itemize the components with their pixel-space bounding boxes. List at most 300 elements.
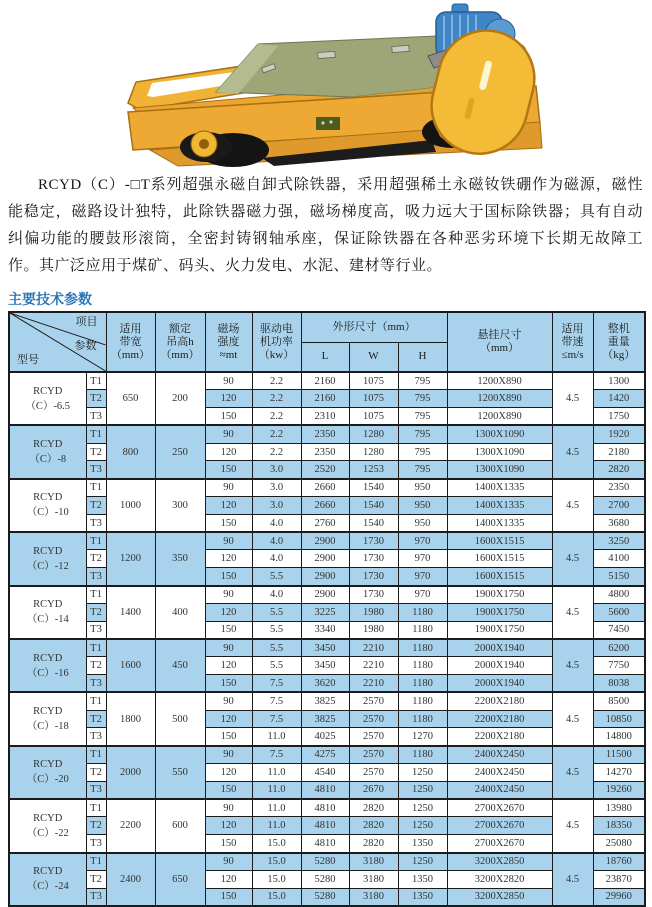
dim-w-value: 1980 [349,621,398,639]
variant-label: T2 [86,603,106,621]
dim-w-value: 1075 [349,408,398,426]
motor-power-value: 2.2 [252,425,301,443]
magnetic-separator-illustration [0,0,652,168]
variant-label: T3 [86,835,106,853]
weight-value: 2820 [593,461,645,479]
weight-value: 7450 [593,621,645,639]
motor-power-value: 11.0 [252,817,301,835]
variant-label: T3 [86,408,106,426]
dim-l-value: 2660 [301,497,349,515]
dim-h-value: 1180 [398,621,447,639]
dim-w-value: 3180 [349,888,398,906]
motor-power-value: 5.5 [252,621,301,639]
table-row [9,425,645,443]
field-strength-value: 90 [205,799,252,817]
motor-power-value: 11.0 [252,781,301,799]
corner-label-param: 参数 [74,340,97,352]
dim-l-value: 3450 [301,639,349,657]
variant-label: T2 [86,817,106,835]
suspension-value: 3200X2850 [447,853,552,871]
dim-w-value: 2570 [349,728,398,746]
dim-w-value: 1730 [349,568,398,586]
variant-label: T2 [86,443,106,461]
dim-l-value: 5280 [301,888,349,906]
model-name: RCYD （C）-12 [9,532,86,585]
dim-w-value: 3180 [349,870,398,888]
field-strength-value: 150 [205,408,252,426]
model-name: RCYD （C）-8 [9,425,86,478]
variant-label: T1 [86,532,106,550]
table-header [9,312,645,372]
weight-value: 13980 [593,799,645,817]
dim-l-value: 4275 [301,746,349,764]
belt-speed-value: 4.5 [552,586,593,639]
variant-label: T1 [86,746,106,764]
variant-label: T2 [86,710,106,728]
motor-power-value: 5.5 [252,657,301,675]
table-row [9,586,645,604]
dim-l-value: 2160 [301,390,349,408]
dim-l-value: 2900 [301,550,349,568]
table-row [9,835,645,853]
weight-value: 2180 [593,443,645,461]
dim-h-value: 1180 [398,639,447,657]
dim-w-value: 2210 [349,639,398,657]
field-strength-value: 120 [205,870,252,888]
bandwidth-value: 1600 [106,639,155,692]
suspension-value: 2700X2670 [447,817,552,835]
table-row [9,728,645,746]
weight-value: 25080 [593,835,645,853]
table-row [9,781,645,799]
dim-w-value: 2570 [349,692,398,710]
motor-power-value: 11.0 [252,764,301,782]
motor-power-value: 3.0 [252,497,301,515]
weight-value: 23870 [593,870,645,888]
table-row [9,853,645,871]
variant-label: T3 [86,621,106,639]
field-strength-value: 120 [205,497,252,515]
header-belt-speed: 适用 带速 ≤m/s [552,312,593,372]
dim-w-value: 1075 [349,390,398,408]
dim-h-value: 795 [398,390,447,408]
dim-w-value: 1540 [349,514,398,532]
dim-l-value: 2900 [301,586,349,604]
dim-w-value: 2570 [349,710,398,728]
motor-power-value: 11.0 [252,799,301,817]
table-row [9,621,645,639]
weight-value: 2700 [593,497,645,515]
weight-value: 14800 [593,728,645,746]
dim-w-value: 3180 [349,853,398,871]
dim-w-value: 2570 [349,746,398,764]
variant-label: T3 [86,675,106,693]
table-row [9,550,645,568]
dim-l-value: 4810 [301,799,349,817]
motor-power-value: 5.5 [252,639,301,657]
variant-label: T1 [86,799,106,817]
dim-h-value: 1180 [398,603,447,621]
suspension-value: 2400X2450 [447,764,552,782]
weight-value: 8500 [593,692,645,710]
rated-height-value: 450 [155,639,205,692]
rated-height-value: 500 [155,692,205,745]
motor-power-value: 11.0 [252,728,301,746]
suspension-value: 2000X1940 [447,657,552,675]
dim-h-value: 795 [398,443,447,461]
header-dim-H: H [398,342,447,372]
table-row [9,390,645,408]
field-strength-value: 150 [205,514,252,532]
motor-power-value: 7.5 [252,692,301,710]
table-row [9,372,645,390]
dim-l-value: 2310 [301,408,349,426]
dim-h-value: 1250 [398,817,447,835]
dim-l-value: 3225 [301,603,349,621]
dim-h-value: 1250 [398,764,447,782]
belt-speed-value: 4.5 [552,425,593,478]
table-row [9,817,645,835]
table-row [9,888,645,906]
table-row [9,746,645,764]
dim-h-value: 970 [398,568,447,586]
suspension-value: 1600X1515 [447,550,552,568]
table-row [9,461,645,479]
suspension-value: 1200X890 [447,408,552,426]
motor-power-value: 4.0 [252,514,301,532]
suspension-value: 1400X1335 [447,514,552,532]
belt-speed-value: 4.5 [552,799,593,852]
header-motor-power: 驱动电 机功率 （kw） [252,312,301,372]
table-row [9,532,645,550]
dim-l-value: 4025 [301,728,349,746]
header-field-strength: 磁场 强度 ≈mt [205,312,252,372]
suspension-value: 2400X2450 [447,746,552,764]
motor-power-value: 7.5 [252,746,301,764]
dim-l-value: 3825 [301,692,349,710]
dim-h-value: 970 [398,532,447,550]
dim-l-value: 2350 [301,425,349,443]
motor-power-value: 2.2 [252,390,301,408]
table-row [9,443,645,461]
dim-h-value: 1180 [398,746,447,764]
suspension-value: 2400X2450 [447,781,552,799]
motor-power-value: 5.5 [252,603,301,621]
field-strength-value: 150 [205,835,252,853]
header-dimensions-group: 外形尺寸（mm） [301,312,447,342]
motor-power-value: 15.0 [252,870,301,888]
dim-l-value: 3825 [301,710,349,728]
model-name: RCYD （C）-14 [9,586,86,639]
dim-w-value: 1540 [349,479,398,497]
rated-height-value: 350 [155,532,205,585]
bandwidth-value: 800 [106,425,155,478]
table-row [9,497,645,515]
dim-h-value: 1350 [398,870,447,888]
belt-speed-value: 4.5 [552,853,593,906]
variant-label: T3 [86,514,106,532]
dim-l-value: 4810 [301,835,349,853]
dim-w-value: 1730 [349,532,398,550]
variant-label: T2 [86,657,106,675]
field-strength-value: 90 [205,532,252,550]
suspension-value: 3200X2850 [447,888,552,906]
field-strength-value: 90 [205,586,252,604]
dim-l-value: 4540 [301,764,349,782]
dim-h-value: 795 [398,461,447,479]
dim-h-value: 1250 [398,853,447,871]
motor-power-value: 4.0 [252,586,301,604]
dim-h-value: 1180 [398,675,447,693]
belt-speed-value: 4.5 [552,692,593,745]
weight-value: 1420 [593,390,645,408]
spec-table-container [0,311,652,907]
suspension-value: 1600X1515 [447,532,552,550]
model-name: RCYD （C）-24 [9,853,86,906]
bandwidth-value: 2200 [106,799,155,852]
dim-w-value: 1253 [349,461,398,479]
suspension-value: 1900X1750 [447,586,552,604]
weight-value: 11500 [593,746,645,764]
variant-label: T1 [86,692,106,710]
field-strength-value: 90 [205,479,252,497]
variant-label: T1 [86,372,106,390]
field-strength-value: 90 [205,372,252,390]
motor-power-value: 3.0 [252,461,301,479]
spec-table [8,311,646,907]
field-strength-value: 120 [205,390,252,408]
suspension-value: 2700X2670 [447,835,552,853]
bandwidth-value: 1800 [106,692,155,745]
motor-power-value: 3.0 [252,479,301,497]
rated-height-value: 550 [155,746,205,799]
variant-label: T2 [86,870,106,888]
dim-h-value: 950 [398,479,447,497]
table-row [9,657,645,675]
section-title: 主要技术参数 [8,291,92,307]
weight-value: 18350 [593,817,645,835]
corner-label-item: 项目 [75,316,98,328]
variant-label: T2 [86,390,106,408]
nameplate [316,117,340,130]
suspension-value: 1900X1750 [447,621,552,639]
suspension-value: 2700X2670 [447,799,552,817]
model-name: RCYD （C）-10 [9,479,86,532]
dim-l-value: 3450 [301,657,349,675]
model-name: RCYD （C）-20 [9,746,86,799]
dim-h-value: 950 [398,497,447,515]
bandwidth-value: 2400 [106,853,155,906]
motor-power-value: 15.0 [252,835,301,853]
dim-l-value: 2520 [301,461,349,479]
field-strength-value: 150 [205,461,252,479]
corner-header [9,312,106,372]
table-row [9,675,645,693]
table-row [9,603,645,621]
weight-value: 3680 [593,514,645,532]
dim-h-value: 1250 [398,781,447,799]
suspension-value: 1300X1090 [447,443,552,461]
dim-w-value: 2570 [349,764,398,782]
bandwidth-value: 650 [106,372,155,425]
bandwidth-value: 1400 [106,586,155,639]
variant-label: T3 [86,888,106,906]
motor-power-value: 7.5 [252,710,301,728]
dim-h-value: 795 [398,372,447,390]
dim-h-value: 970 [398,586,447,604]
variant-label: T1 [86,425,106,443]
weight-value: 6200 [593,639,645,657]
dim-w-value: 1540 [349,497,398,515]
motor-power-value: 15.0 [252,853,301,871]
weight-value: 29960 [593,888,645,906]
product-photo [0,0,652,168]
suspension-value: 1200X890 [447,372,552,390]
table-row [9,710,645,728]
dim-w-value: 1730 [349,586,398,604]
weight-value: 8038 [593,675,645,693]
dim-l-value: 2350 [301,443,349,461]
field-strength-value: 150 [205,621,252,639]
dim-l-value: 2900 [301,568,349,586]
belt-speed-value: 4.5 [552,532,593,585]
model-name: RCYD （C）-22 [9,799,86,852]
variant-label: T3 [86,568,106,586]
suspension-value: 1400X1335 [447,479,552,497]
model-name: RCYD （C）-16 [9,639,86,692]
variant-label: T3 [86,461,106,479]
dim-l-value: 2660 [301,479,349,497]
motor-power-value: 4.0 [252,532,301,550]
dim-h-value: 1350 [398,888,447,906]
header-rated-height: 额定 吊高h （mm） [155,312,205,372]
dim-h-value: 795 [398,408,447,426]
dim-h-value: 1270 [398,728,447,746]
dim-l-value: 4810 [301,817,349,835]
table-row [9,568,645,586]
dim-h-value: 1180 [398,710,447,728]
field-strength-value: 120 [205,603,252,621]
weight-value: 2350 [593,479,645,497]
weight-value: 1300 [593,372,645,390]
motor-power-value: 5.5 [252,568,301,586]
table-row [9,692,645,710]
field-strength-value: 90 [205,692,252,710]
field-strength-value: 120 [205,817,252,835]
dim-w-value: 2820 [349,817,398,835]
field-strength-value: 150 [205,781,252,799]
dim-w-value: 1280 [349,425,398,443]
suspension-value: 1900X1750 [447,603,552,621]
rated-height-value: 600 [155,799,205,852]
field-strength-value: 150 [205,675,252,693]
belt-speed-value: 4.5 [552,746,593,799]
dim-w-value: 1280 [349,443,398,461]
field-strength-value: 120 [205,550,252,568]
belt-speed-value: 4.5 [552,639,593,692]
variant-label: T1 [86,586,106,604]
field-strength-value: 150 [205,728,252,746]
dim-l-value: 5280 [301,853,349,871]
suspension-value: 1300X1090 [447,425,552,443]
variant-label: T1 [86,479,106,497]
header-dim-W: W [349,342,398,372]
dim-h-value: 1250 [398,799,447,817]
dim-w-value: 1075 [349,372,398,390]
motor-power-value: 4.0 [252,550,301,568]
weight-value: 7750 [593,657,645,675]
motor-power-value: 7.5 [252,675,301,693]
dim-w-value: 2210 [349,657,398,675]
suspension-value: 1400X1335 [447,497,552,515]
header-bandwidth: 适用 带宽 （mm） [106,312,155,372]
dim-l-value: 3340 [301,621,349,639]
variant-label: T1 [86,639,106,657]
rated-height-value: 650 [155,853,205,906]
dim-h-value: 950 [398,514,447,532]
table-row [9,408,645,426]
table-row [9,639,645,657]
dim-h-value: 1180 [398,657,447,675]
dim-h-value: 1180 [398,692,447,710]
field-strength-value: 150 [205,568,252,586]
suspension-value: 2200X2180 [447,710,552,728]
model-name: RCYD （C）-6.5 [9,372,86,425]
field-strength-value: 120 [205,764,252,782]
weight-value: 5150 [593,568,645,586]
header-weight: 整机 重量 （kg） [593,312,645,372]
dim-h-value: 1350 [398,835,447,853]
belt-speed-value: 4.5 [552,372,593,425]
table-row [9,514,645,532]
weight-value: 1750 [593,408,645,426]
weight-value: 10850 [593,710,645,728]
motor-power-value: 2.2 [252,408,301,426]
model-name: RCYD （C）-18 [9,692,86,745]
field-strength-value: 120 [205,710,252,728]
field-strength-value: 90 [205,425,252,443]
variant-label: T2 [86,497,106,515]
variant-label: T2 [86,550,106,568]
field-strength-value: 90 [205,639,252,657]
suspension-value: 2000X1940 [447,675,552,693]
rated-height-value: 400 [155,586,205,639]
table-row [9,870,645,888]
dim-w-value: 2210 [349,675,398,693]
motor-power-value: 2.2 [252,443,301,461]
field-strength-value: 90 [205,746,252,764]
weight-value: 3250 [593,532,645,550]
suspension-value: 2200X2180 [447,728,552,746]
table-row [9,799,645,817]
field-strength-value: 120 [205,443,252,461]
field-strength-value: 150 [205,888,252,906]
weight-value: 1920 [593,425,645,443]
dim-l-value: 3620 [301,675,349,693]
weight-value: 18760 [593,853,645,871]
variant-label: T3 [86,728,106,746]
field-strength-value: 90 [205,853,252,871]
dim-l-value: 4810 [301,781,349,799]
variant-label: T3 [86,781,106,799]
table-row [9,479,645,497]
variant-label: T1 [86,853,106,871]
header-dim-L: L [301,342,349,372]
weight-value: 4800 [593,586,645,604]
product-description: RCYD（C）-□T系列超强永磁自卸式除铁器，采用超强稀土永磁钕铁硼作为磁源，磁性能稳定，磁路设计独特，此除铁器磁力强，磁场梯度高，吸力远大于国标除铁器；具有自动纠偏功能的腰鼓形滚筒，全密封铸钢轴承座，保证除铁器在各种恶劣环境下长期无故障工作。其广泛应用于煤矿、码头、火力发电、水泥、建材等行业。 [8,177,643,274]
field-strength-value: 120 [205,657,252,675]
suspension-value: 1600X1515 [447,568,552,586]
